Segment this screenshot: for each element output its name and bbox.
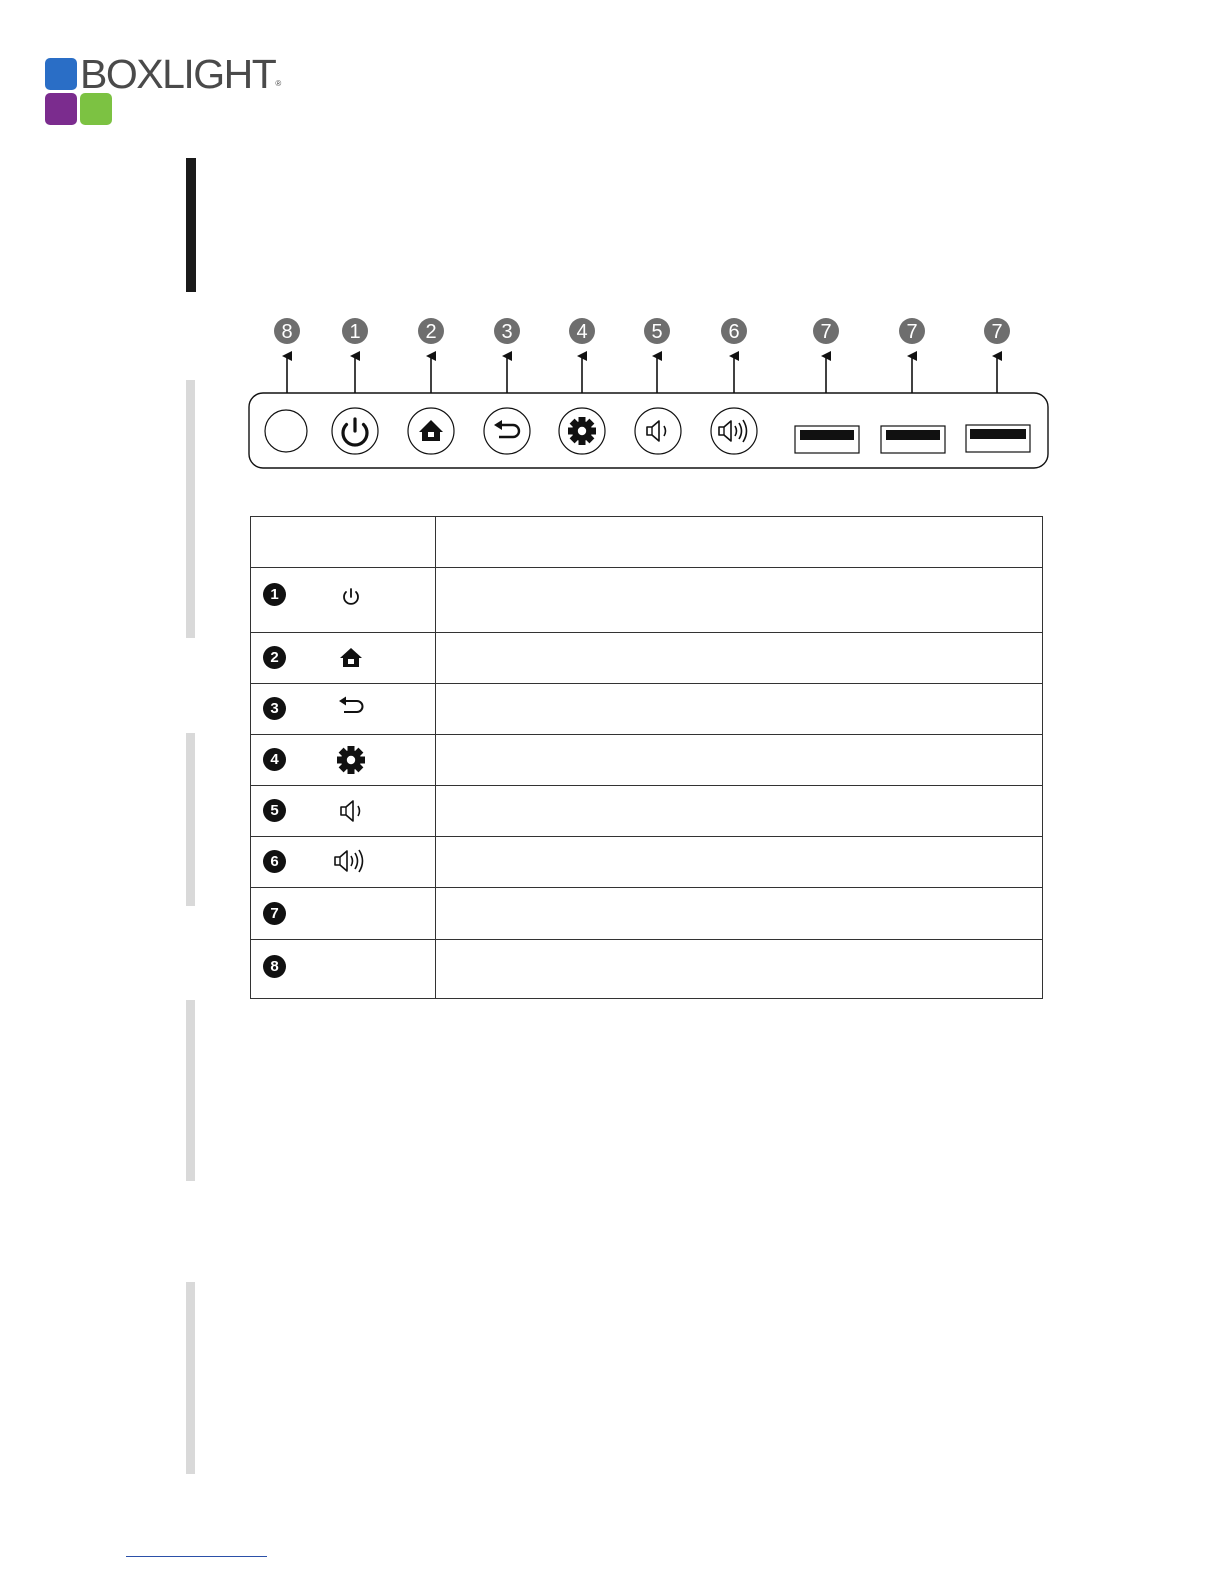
light-sensor-icon (265, 410, 307, 452)
svg-text:8: 8 (281, 321, 293, 343)
volume-down-icon (335, 797, 367, 825)
svg-text:4: 4 (576, 321, 588, 343)
svg-text:2: 2 (425, 321, 437, 343)
row-number-badge: 1 (263, 583, 286, 606)
usb-port-icon (966, 425, 1030, 452)
settings-button[interactable] (559, 408, 605, 454)
callout (494, 318, 520, 397)
logo-wordmark: BOXLIGHT® (80, 51, 282, 97)
callout (721, 318, 747, 397)
row-number-badge: 4 (263, 748, 286, 771)
section-marker (186, 733, 195, 906)
row-description (436, 888, 1043, 940)
section-marker (186, 1282, 195, 1474)
svg-text:3: 3 (501, 321, 513, 343)
svg-text:5: 5 (651, 321, 663, 343)
volume-up-icon (333, 847, 373, 875)
svg-text:7: 7 (991, 321, 1003, 343)
table-header-cell (251, 517, 436, 568)
row-description (436, 837, 1043, 888)
power-icon (335, 583, 367, 611)
front-panel-diagram (0, 0, 1224, 500)
table-row (251, 888, 1043, 940)
table-row (251, 684, 1043, 735)
row-description (436, 786, 1043, 837)
volume-up-button[interactable] (711, 408, 757, 454)
table-header-row (251, 517, 1043, 568)
row-description (436, 633, 1043, 684)
back-icon (335, 693, 367, 721)
callout (644, 318, 670, 397)
row-number-badge: 2 (263, 646, 286, 669)
svg-text:7: 7 (906, 321, 918, 343)
callout (899, 318, 925, 397)
usb-port-icon (881, 426, 945, 453)
row-description (436, 568, 1043, 633)
home-icon (335, 644, 367, 672)
section-marker (186, 1000, 195, 1181)
callout (274, 318, 300, 397)
callout (984, 318, 1010, 397)
row-number-badge: 7 (263, 902, 286, 925)
settings-icon (568, 417, 596, 445)
table-row (251, 837, 1043, 888)
table-row (251, 735, 1043, 786)
callout (342, 318, 368, 397)
usb-port-icon (795, 426, 859, 453)
row-description (436, 684, 1043, 735)
callout (569, 318, 595, 397)
row-number-badge: 6 (263, 850, 286, 873)
svg-text:1: 1 (349, 321, 361, 343)
svg-text:7: 7 (820, 321, 832, 343)
settings-icon (335, 745, 367, 775)
home-button[interactable] (408, 408, 454, 454)
row-number-badge: 3 (263, 697, 286, 720)
back-button[interactable] (484, 408, 530, 454)
table-row (251, 786, 1043, 837)
control-table (250, 516, 1043, 999)
svg-text:6: 6 (728, 321, 740, 343)
row-number-badge: 5 (263, 799, 286, 822)
power-button[interactable] (332, 408, 378, 454)
row-description (436, 940, 1043, 999)
row-description (436, 735, 1043, 786)
table-header-cell (436, 517, 1043, 568)
table-row (251, 633, 1043, 684)
table-row (251, 940, 1043, 999)
callout (813, 318, 839, 397)
callout (418, 318, 444, 397)
volume-down-button[interactable] (635, 408, 681, 454)
table-row (251, 568, 1043, 633)
row-number-badge: 8 (263, 955, 286, 978)
footer-link[interactable] (126, 1556, 267, 1557)
